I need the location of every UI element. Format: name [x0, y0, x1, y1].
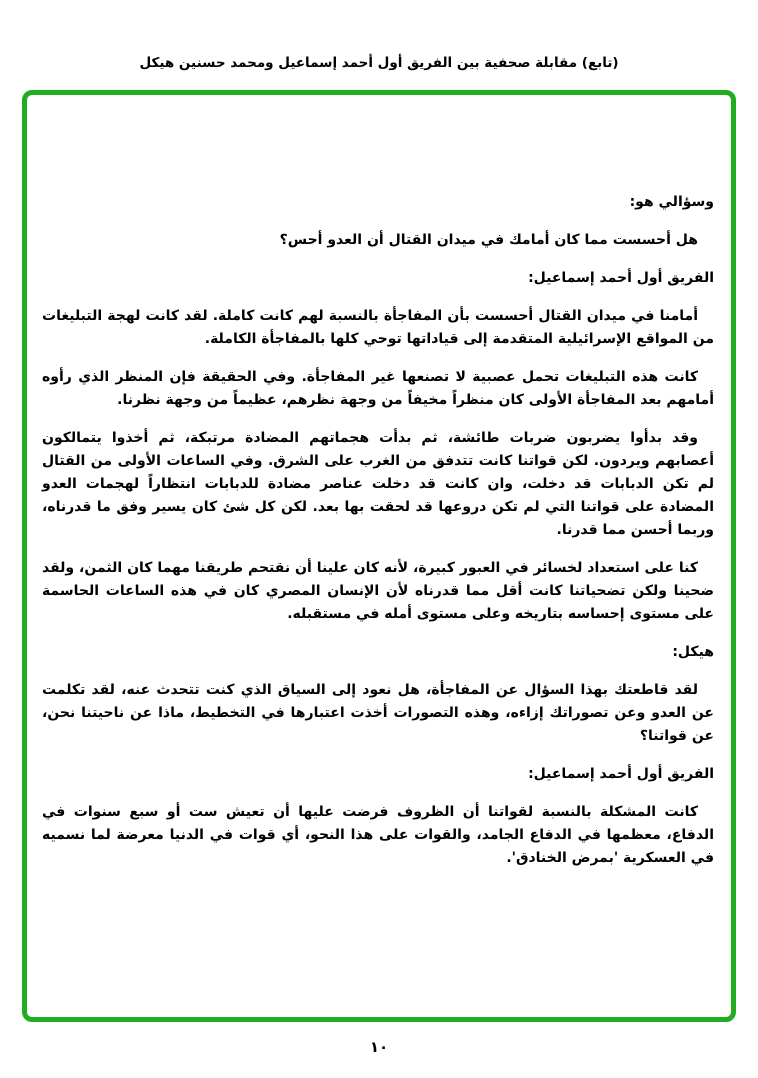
- interview-question: هل أحسست مما كان أمامك في ميدان القتال أن العدو أحس؟: [279, 232, 698, 248]
- answer-paragraph: كنا على استعداد لخسائر في العبور كبيرة، لأنه كان علينا أن نقتحم طريقنا مهما كان الثمن، ولقد ضحينا ولكن تضحياتنا كانت أقل مما قدرناه لأن الإنسان المصري كان في هذه الساعات الحاسمة على مستوى إحساسه بتاريخه وعلى مستوى أمله في مستقبله.: [42, 560, 714, 622]
- answer-paragraph: أمامنا في ميدان القتال أحسست بأن المفاجأة بالنسبة لهم كانت كاملة. لقد كانت لهجة التبليغات من المواقع الإسرائيلية المتقدمة إلى قياداتها توحي كلها بالمفاجأة الكاملة.: [42, 308, 714, 347]
- interview-transcript: [42, 191, 714, 870]
- answer-paragraph: وقد بدأوا يضربون ضربات طائشة، ثم بدأت هجماتهم المضادة مرتبكة، ثم أخذوا يتمالكون أعصابهم ويردون. لكن قواتنا كانت تتدفق من الغرب على الشرق. وفي الساعات الأولى من القتال لم تكن الدبابات قد دخلت، وان كانت قد دخلت عناصر مضادة للدبابات انتظاراً لهجمات العدو المضادة على قواتنا التي لم تكن دروعها قد لحقت بها بعد. لكن كل شئ كان يسير وفق ما قدرناه، وربما أحسن مما قدرنا.: [42, 430, 714, 538]
- question-paragraph: لقد قاطعتك بهذا السؤال عن المفاجأة، هل نعود إلى السياق الذي كنت تتحدث عنه، لقد تكلمت عن العدو وعن تصوراتك إزاءه، وهذه التصورات أخذت اعتبارها في التخطيط، ماذا عن ناحيتنا نحن، عن قواتنا؟: [42, 682, 714, 744]
- answer-paragraph: كانت هذه التبليغات تحمل عصبية لا تصنعها غير المفاجأة. وفي الحقيقة فإن المنظر الذي رأوه أمامهم بعد المفاجأة الأولى كان منظراً مخيفاً من وجهة نظرهم، عظيماً من وجهة نظرنا.: [42, 369, 714, 408]
- speaker-label-ismail: الفريق أول أحمد إسماعيل:: [528, 766, 714, 782]
- speaker-label-heikal: هيكل:: [672, 644, 714, 660]
- answer-paragraph: كانت المشكلة بالنسبة لقواتنا أن الظروف فرضت عليها أن تعيش ست أو سبع سنوات في الدفاع، معظمها في الدفاع الجامد، والقوات على هذا النحو، أي قوات في الدنيا معرضة لما نسميه في العسكرية 'بمرض الخنادق'.: [42, 804, 714, 866]
- page-number: ١٠: [369, 1038, 389, 1056]
- green-border-frame: [22, 90, 736, 1022]
- document-footer: [0, 1038, 758, 1056]
- page-title: (تابع) مقابلة صحفية بين الفريق أول أحمد إسماعيل ومحمد حسنين هيكل: [139, 55, 619, 71]
- interviewer-lead-line: وسؤالي هو:: [629, 194, 714, 210]
- document-header: [0, 55, 758, 71]
- speaker-label-ismail: الفريق أول أحمد إسماعيل:: [528, 270, 714, 286]
